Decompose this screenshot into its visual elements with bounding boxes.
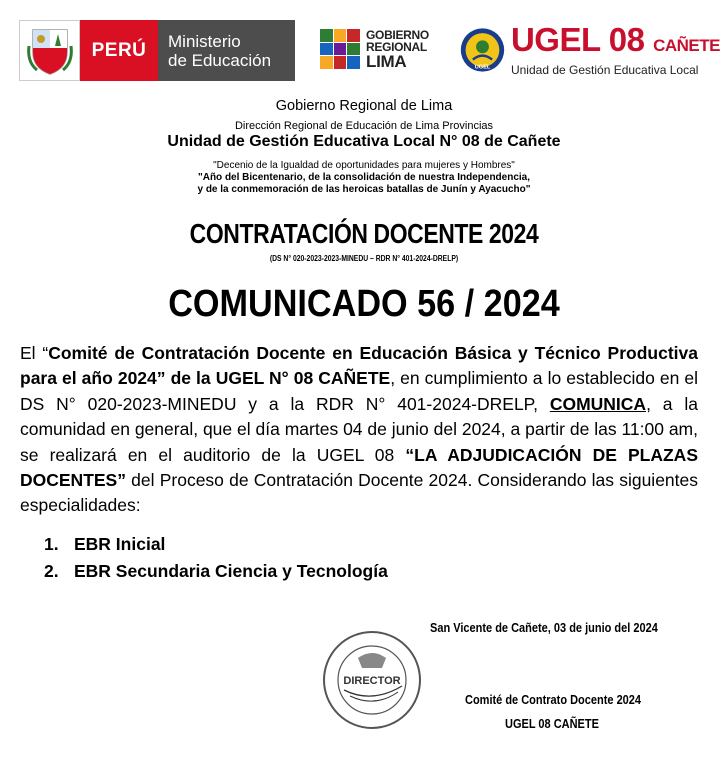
- ugel-title-main: UGEL 08: [510, 21, 645, 58]
- decenio-line: "Decenio de la Igualdad de oportunidades para mujeres y Hombres": [213, 160, 515, 171]
- gobierno-regional-logo: [320, 22, 430, 76]
- list-item-text: EBR Secundaria Ciencia y Tecnología: [74, 561, 388, 581]
- body-comunica: COMUNICA: [549, 393, 647, 414]
- list-item-text: EBR Inicial: [74, 534, 166, 554]
- ugel-seal-text: UGEL: [474, 64, 491, 71]
- anio-line-2: y de la conmemoración de las heroicas batallas de Junín y Ayacucho": [197, 184, 531, 195]
- gobierno-regional-line: Gobierno Regional de Lima: [275, 98, 453, 114]
- gobierno-regional-emblem-icon: [320, 29, 360, 69]
- contratacion-title: CONTRATACIÓN DOCENTE 2024: [189, 218, 539, 249]
- ugel-subtitle: Unidad de Gestión Educativa Local: [510, 63, 699, 77]
- ugel-name-line: Unidad de Gestión Educativa Local N° 08 de Cañete: [167, 133, 561, 150]
- gore-line-2: REGIONAL: [366, 39, 427, 54]
- ugel-seal-icon: [460, 22, 505, 78]
- body-comite-bold: Comité de Contratación Docente en Educación Básica y Técnico Productiva para el año 2024” de la UGEL N° 08 CAÑETE: [20, 343, 698, 389]
- body-part-1: El “: [20, 343, 49, 363]
- ugel-logo: [460, 22, 720, 78]
- list-item-number: 2.: [44, 561, 59, 581]
- ugel-signature-line: UGEL 08 CAÑETE: [505, 717, 599, 731]
- peru-label: PERÚ: [80, 20, 158, 81]
- body-paragraph: [20, 341, 698, 519]
- director-stamp-icon: [320, 628, 425, 733]
- stamp-director-text: DIRECTOR: [343, 675, 401, 687]
- gobierno-regional-text: [366, 29, 429, 70]
- peru-shield-icon: [19, 20, 80, 81]
- minedu-logo: [19, 20, 295, 81]
- body-part-3: , en cumplimiento a lo establecido en el DS N° 020-2023-MINEDU y a la RDR N° 401-2024-DRELP,: [20, 368, 698, 414]
- ugel-title-small: CAÑETE: [653, 36, 720, 55]
- ugel-title: [511, 23, 720, 63]
- list-item: [44, 558, 388, 585]
- body-part-7: del Proceso de Contratación Docente 2024. Considerando las siguientes especialidades:: [20, 470, 698, 516]
- body-adjudicacion-bold: “LA ADJUDICACIÓN DE PLAZAS DOCENTES”: [20, 444, 698, 491]
- especialidades-list: [44, 531, 388, 585]
- anio-line-1: "Año del Bicentenario, de la consolidación de nuestra Independencia,: [197, 172, 531, 183]
- ugel-logo-text: [511, 23, 720, 77]
- direccion-regional-line: Dirección Regional de Educación de Lima Provincias: [234, 120, 494, 132]
- ministerio-line-2: de Educación: [168, 50, 272, 70]
- list-item-number: 1.: [44, 534, 59, 554]
- date-line: San Vicente de Cañete, 03 de junio del 2024: [430, 621, 658, 635]
- ministerio-label: [158, 20, 295, 81]
- comite-signature-line: Comité de Contrato Docente 2024: [465, 693, 642, 707]
- gore-line-3: LIMA: [366, 51, 407, 71]
- list-item: [44, 531, 388, 558]
- gore-line-1: GOBIERNO: [366, 27, 429, 42]
- ds-reference: (DS N° 020-2023-2023-MINEDU – RDR N° 401-2024-DRELP): [269, 254, 459, 263]
- body-part-5: , a la comunidad en general, que el día martes 04 de junio del 2024, a partir de las 11:00 am, se realizará en el auditorio de la UGEL 08: [20, 393, 698, 465]
- ministerio-line-1: Ministerio: [168, 31, 241, 51]
- comunicado-title: COMUNICADO 56 / 2024: [168, 283, 560, 325]
